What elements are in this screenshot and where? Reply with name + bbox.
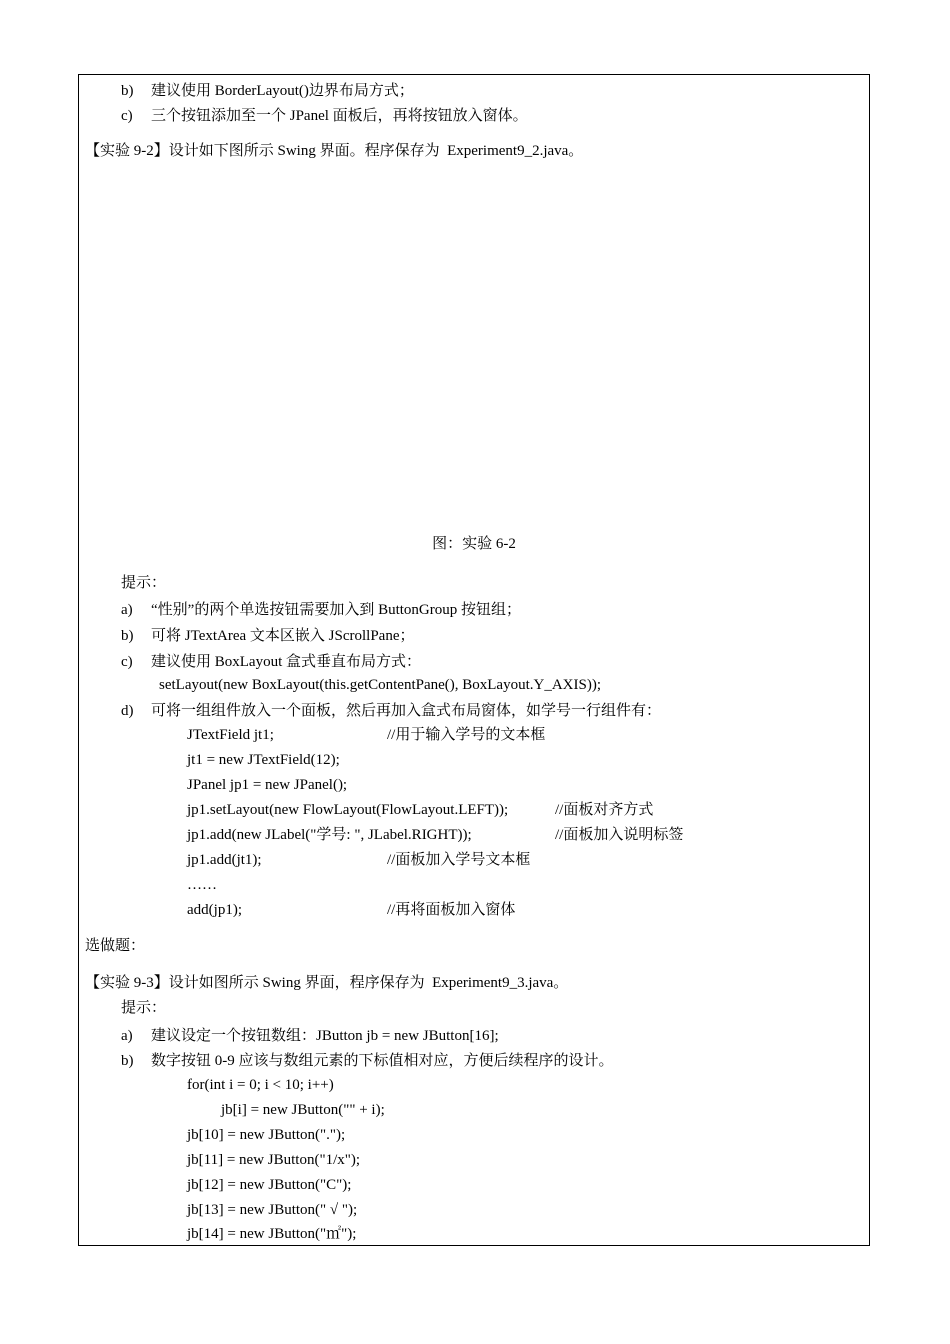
code-line: jt1 = new JTextField(12); [187, 752, 340, 768]
list-marker: c) [121, 654, 133, 670]
code-line: jb[13] = new JButton(" √ "); [187, 1202, 358, 1218]
list-marker: a) [121, 602, 133, 618]
list-item [121, 81, 414, 101]
list-item-text: “性别”的两个单选按钮需要加入到 ButtonGroup 按钮组； [151, 602, 521, 618]
list-item [121, 626, 415, 646]
list-item [121, 600, 521, 620]
code-comment: //面板加入说明标签 [555, 827, 684, 843]
figure-caption: 图：实验 6-2 [432, 536, 516, 552]
list-item-text: 建议设定一个按钮数组：JButton jb = new JButton[16]; [151, 1028, 499, 1044]
code-comment: //面板加入学号文本框 [387, 852, 531, 868]
code-line: add(jp1); [187, 902, 242, 918]
code-line: jb[10] = new JButton("."); [187, 1127, 346, 1143]
code-comment: //面板对齐方式 [555, 802, 654, 818]
code-line: jb[i] = new JButton("" + i); [221, 1102, 385, 1118]
code-line: setLayout(new BoxLayout(this.getContentPane(), BoxLayout.Y_AXIS)); [159, 677, 602, 693]
list-marker: a) [121, 1028, 133, 1044]
hint-label: 提示： [121, 575, 167, 591]
optional-label: 选做题： [85, 938, 146, 954]
figure-placeholder [83, 167, 863, 517]
list-item-text: 数字按钮 0-9 应该与数组元素的下标值相对应，方便后续程序的设计。 [151, 1053, 614, 1069]
list-item-text: 建议使用 BoxLayout 盒式垂直布局方式： [151, 654, 421, 670]
code-line: for(int i = 0; i < 10; i++) [187, 1077, 334, 1093]
code-line: jb[11] = new JButton("1/x"); [187, 1152, 361, 1168]
list-item-text: 可将一组组件放入一个面板，然后再加入盒式布局窗体，如学号一行组件有： [151, 703, 662, 719]
code-line: …… [187, 877, 217, 893]
list-item [121, 1051, 614, 1071]
exp2-heading: 【实验 9-2】设计如下图所示 Swing 界面。程序保存为 Experiment9_2.java。 [85, 143, 584, 159]
list-item-text: 三个按钮添加至一个 JPanel 面板后，再将按钮放入窗体。 [151, 108, 528, 124]
hint-label: 提示： [121, 1000, 167, 1016]
list-item [121, 1026, 499, 1046]
list-marker: c) [121, 108, 133, 124]
code-line: jp1.add(jt1); [187, 852, 262, 868]
code-line: jp1.add(new JLabel("学号: ", JLabel.RIGHT)); [187, 827, 472, 843]
code-line: jb[14] = new JButton("㎡"); [187, 1226, 357, 1242]
code-line: jb[12] = new JButton("C"); [187, 1177, 352, 1193]
list-item-text: 建议使用 BorderLayout()边界布局方式； [151, 83, 414, 99]
code-line: JTextField jt1; [187, 727, 274, 743]
exp3-heading: 【实验 9-3】设计如图所示 Swing 界面，程序保存为 Experiment9_3.java。 [85, 975, 569, 991]
list-item [121, 701, 661, 721]
code-comment: //用于输入学号的文本框 [387, 727, 546, 743]
list-marker: b) [121, 1053, 134, 1069]
list-marker: b) [121, 83, 134, 99]
code-line: JPanel jp1 = new JPanel(); [187, 777, 348, 793]
list-item [121, 106, 528, 126]
list-item [121, 652, 421, 672]
document-frame [78, 74, 870, 1246]
list-item-text: 可将 JTextArea 文本区嵌入 JScrollPane； [151, 628, 415, 644]
code-line: jp1.setLayout(new FlowLayout(FlowLayout.LEFT)); [187, 802, 509, 818]
list-marker: d) [121, 703, 134, 719]
code-comment: //再将面板加入窗体 [387, 902, 516, 918]
list-marker: b) [121, 628, 134, 644]
